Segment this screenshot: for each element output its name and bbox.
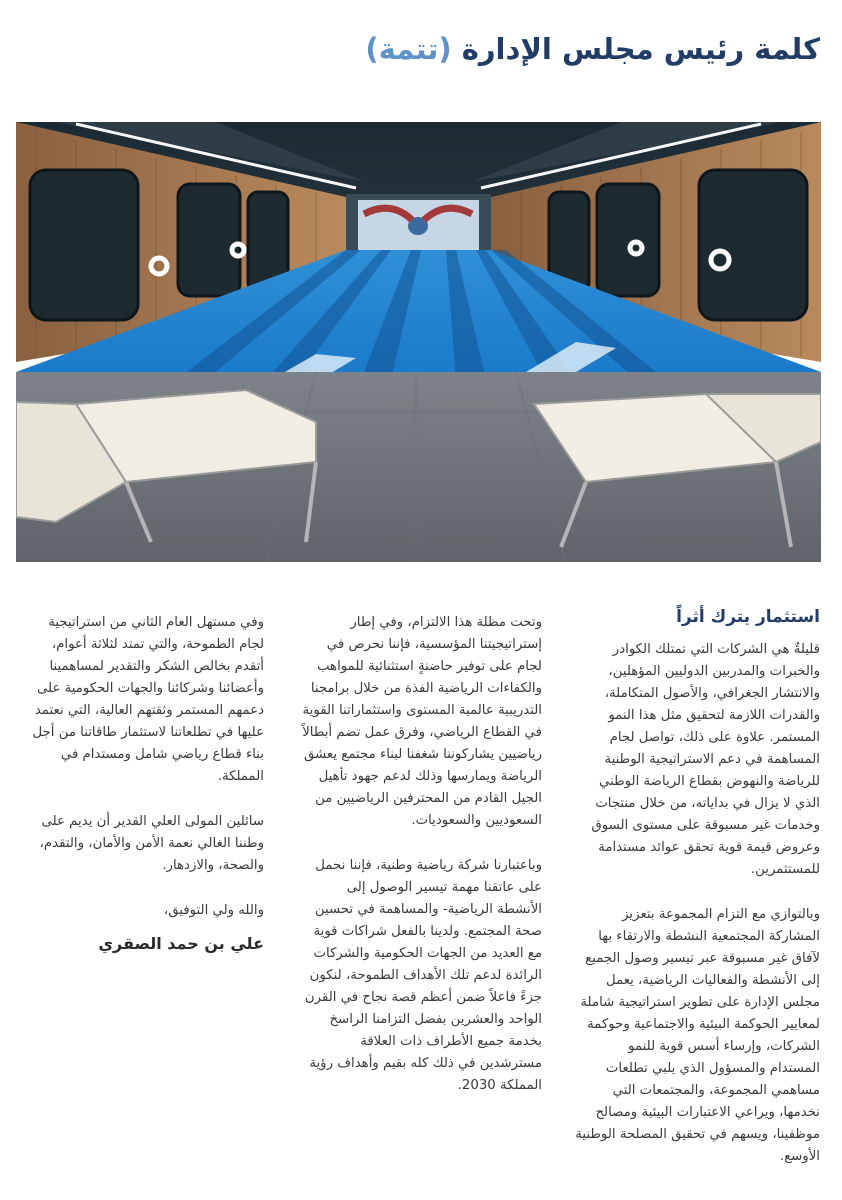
paragraph: وفي مستهل العام الثاني من استراتيجية لجام الطموحة، والتي تمتد لثلاثة أعوام، أتقدم بخالص الشكر والتقدير لمساهمينا وأعضائنا وشركائنا والجهات الحكومية على دعمهم المستمر وثقتهم العالية، التي نعتمد عليها في تطلعاتنا لاستثمار طاقاتنا من أجل بناء قطاع رياضي شامل ومستدام في المملكة. [32, 615, 264, 784]
paragraph: وتحت مظلة هذا الالتزام، وفي إطار إستراتيجيتنا المؤسسية، فإننا نحرص في لجام على توفير حاضنةٍ استثنائية للمواهب والكفاءات الرياضية الفذة من خلال برامجنا التدريبية عالمية المستوى واستثماراتنا القوية في القطاع الرياضي، وفرق عمل تضم أبطالاً رياضيين يشاركوننا شغفنا لبناء مجتمع يعشق الرياضة ويمارسها وذلك لدعم جهود تأهيل الجيل القادم من المحترفين الرياضيين من السعوديين والسعوديات. [302, 615, 542, 828]
paragraph: وباعتبارنا شركة رياضية وطنية، فإننا نحمل على عاتقنا مهمة تيسير الوصول إلى الأنشطة الرياضية- والمساهمة في تحسين صحة المجتمع. ولدينا بالفعل شراكات قوية مع العديد من الجهات الحكومية والشركات الرائدة لدعم تلك الأهداف الطموحة، لنكون جزءً فاعلاً ضمن أعظم قصة نجاح في القرن الواحد والعشرين بفضل التزامنا الراسخ بخدمة جميع الأطراف ذات العلاقة مسترشدين في ذلك كله بقيم وأهداف رؤية المملكة 2030. [304, 858, 542, 1093]
page-title-main: كلمة رئيس مجلس الإدارة [461, 32, 820, 66]
text-column-left [22, 612, 264, 955]
signature-name: علي بن حمد الصقري [98, 934, 264, 953]
text-column-right [574, 605, 820, 1191]
page-title [22, 32, 820, 66]
closing-line: والله ولي التوفيق، [163, 903, 264, 918]
window-left-1 [30, 170, 138, 320]
paragraph: قليلةٌ هي الشركات التي تمتلك الكوادر والخبرات والمدربين الدوليين المؤهلين، والانتشار الجغرافي، والأصول المتكاملة، والقدرات اللازمة لتحقيق مثل هذا النمو المستمر. علاوة على ذلك، تواصل لجام المساهمة في دعم الاستراتيجية الوطنية للرياضة والنهوض بقطاع الرياضة الوطني الذي لا يزال في بداياته، من خلال منتجات وخدمات غير مسبوقة على مستوى السوق وعروض قيمة قوية تحقق عوائد مستدامة للمستثمرين. [591, 642, 820, 877]
page-title-continued: (تتمة) [365, 32, 452, 66]
pool-photo [16, 122, 821, 562]
text-column-middle [300, 612, 542, 1120]
paragraph: وبالتوازي مع التزام المجموعة بتعزيز المشاركة المجتمعية النشطة والارتقاء بها لآفاق غير مسبوقة عبر تيسير وصول الجميع إلى الأنشطة والفعاليات الرياضية، يعمل مجلس الإدارة على تطوير استراتيجية شاملة لمعايير الحوكمة البيئية والاجتماعية وحوكمة الشركات، وإرساء أسس قوية للنمو المستدام والمسؤول الذي يلبي تطلعات مساهمي المجموعة، والمجتمعات التي نخدمها، ويراعي الاعتبارات البيئية ومصالح موظفينا، ويسهم في تحقيق المصلحة الوطنية الأوسع. [575, 907, 820, 1164]
paragraph: سائلين المولى العلي القدير أن يديم على وطننا الغالي نعمة الأمن والأمان، والتقدم، والصحة، والازدهار. [39, 814, 264, 873]
pool-photo-illustration [16, 122, 821, 562]
section-heading: استثمار يترك أثراً [676, 607, 820, 627]
window-right-1 [699, 170, 807, 320]
